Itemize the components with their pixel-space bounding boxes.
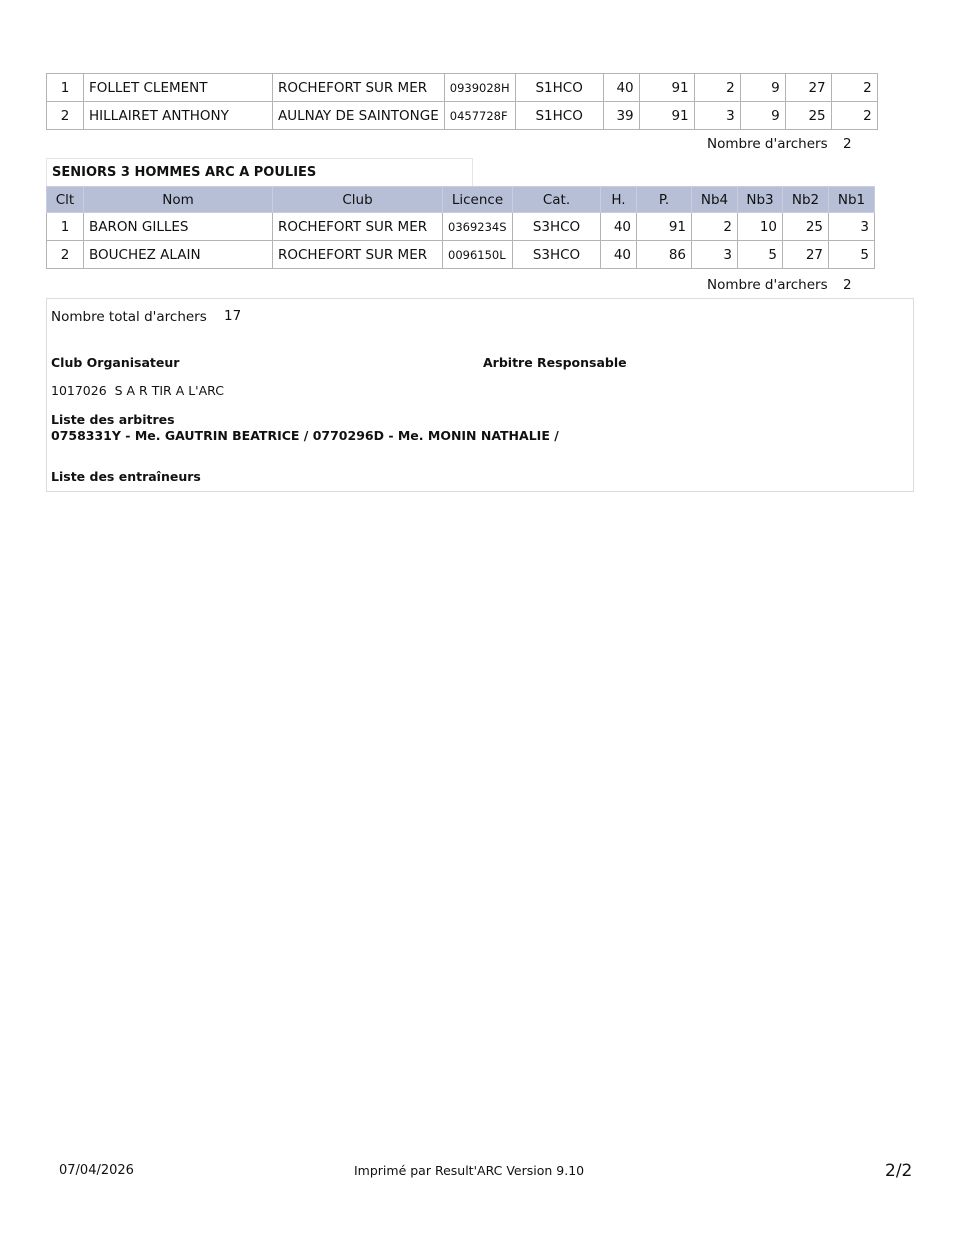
cell-cat: S3HCO [513, 213, 601, 241]
footer-printed-by: Imprimé par Result'ARC Version 9.10 [354, 1163, 585, 1178]
archer-count-label: Nombre d'archers [707, 136, 828, 152]
cell-nb2: 27 [783, 241, 829, 269]
total-archers-label: Nombre total d'archers [51, 309, 207, 325]
cell-h: 40 [603, 74, 639, 102]
header-h: H. [601, 187, 637, 213]
cell-nom: BOUCHEZ ALAIN [84, 241, 273, 269]
cell-licence: 0939028H [444, 74, 515, 102]
archer-count-label: Nombre d'archers [707, 277, 828, 293]
header-nom: Nom [84, 187, 273, 213]
cell-nb2: 27 [785, 74, 831, 102]
cell-club: AULNAY DE SAINTONGE [273, 102, 445, 130]
cell-p: 86 [637, 241, 692, 269]
header-nb3: Nb3 [738, 187, 783, 213]
cell-licence: 0096150L [443, 241, 513, 269]
cell-h: 39 [603, 102, 639, 130]
cell-club: ROCHEFORT SUR MER [273, 74, 445, 102]
cell-nb3: 9 [740, 74, 785, 102]
cell-p: 91 [637, 213, 692, 241]
header-p: P. [637, 187, 692, 213]
cell-nb1: 3 [829, 213, 875, 241]
cell-nom: HILLAIRET ANTHONY [84, 102, 273, 130]
arbitres-list-value: 0758331Y - Me. GAUTRIN BEATRICE / 0770296D - Me. MONIN NATHALIE / [51, 428, 559, 443]
total-archers-value: 17 [224, 308, 242, 324]
header-cat: Cat. [513, 187, 601, 213]
cell-cat: S3HCO [513, 241, 601, 269]
table-row [47, 102, 878, 130]
cell-clt: 2 [47, 102, 84, 130]
header-clt: Clt [47, 187, 84, 213]
cell-nb4: 3 [692, 241, 738, 269]
cell-nb3: 10 [738, 213, 783, 241]
cell-nb1: 5 [829, 241, 875, 269]
cell-h: 40 [601, 241, 637, 269]
table-header-row [47, 187, 875, 213]
cell-club: ROCHEFORT SUR MER [273, 241, 443, 269]
cell-p: 91 [639, 102, 694, 130]
club-organisateur-label: Club Organisateur [51, 355, 180, 370]
arbitre-responsable-label: Arbitre Responsable [483, 355, 627, 370]
cell-cat: S1HCO [515, 102, 603, 130]
cell-nb2: 25 [785, 102, 831, 130]
archer-count-value: 2 [843, 277, 852, 293]
cell-nb2: 25 [783, 213, 829, 241]
cell-nb1: 2 [831, 102, 877, 130]
results-table-seniors3 [46, 186, 875, 269]
cell-clt: 1 [47, 213, 84, 241]
summary-box [46, 298, 914, 492]
section-title: SENIORS 3 HOMMES ARC A POULIES [46, 158, 473, 186]
cell-licence: 0457728F [444, 102, 515, 130]
footer-page-number: 2/2 [885, 1161, 913, 1181]
header-club: Club [273, 187, 443, 213]
cell-p: 91 [639, 74, 694, 102]
archer-count-value: 2 [843, 136, 852, 152]
cell-club: ROCHEFORT SUR MER [273, 213, 443, 241]
table-row [47, 213, 875, 241]
cell-cat: S1HCO [515, 74, 603, 102]
cell-clt: 1 [47, 74, 84, 102]
header-nb2: Nb2 [783, 187, 829, 213]
cell-nb4: 2 [692, 213, 738, 241]
entraineurs-list-label: Liste des entraîneurs [51, 469, 201, 484]
cell-nb1: 2 [831, 74, 877, 102]
cell-nb3: 9 [740, 102, 785, 130]
results-table-top [46, 73, 878, 130]
header-licence: Licence [443, 187, 513, 213]
cell-nb4: 3 [694, 102, 740, 130]
cell-licence: 0369234S [443, 213, 513, 241]
header-nb1: Nb1 [829, 187, 875, 213]
club-organisateur-value: 1017026 S A R TIR A L'ARC [51, 383, 224, 398]
cell-nom: FOLLET CLEMENT [84, 74, 273, 102]
arbitres-list-label: Liste des arbitres [51, 412, 175, 427]
cell-nb3: 5 [738, 241, 783, 269]
table-row [47, 241, 875, 269]
table-row [47, 74, 878, 102]
cell-clt: 2 [47, 241, 84, 269]
cell-nb4: 2 [694, 74, 740, 102]
header-nb4: Nb4 [692, 187, 738, 213]
cell-nom: BARON GILLES [84, 213, 273, 241]
cell-h: 40 [601, 213, 637, 241]
footer-date: 07/04/2026 [59, 1163, 134, 1178]
